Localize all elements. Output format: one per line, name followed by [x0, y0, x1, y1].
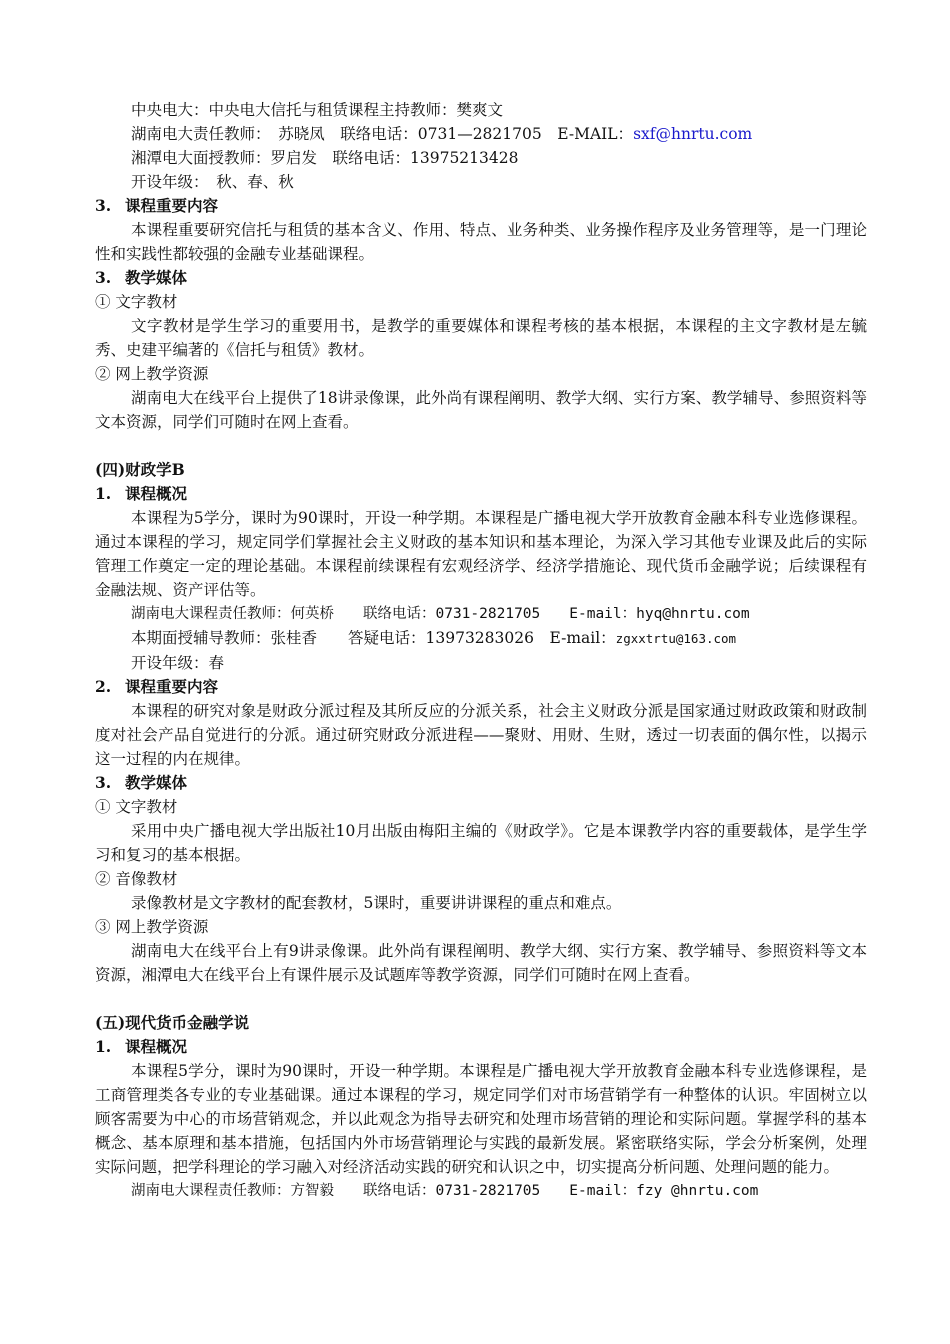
- contact-line-responsible: [95, 1179, 867, 1203]
- heading-course-content: [95, 194, 867, 218]
- media-item-text-material: ① 文字教材: [95, 798, 178, 816]
- paragraph-av-material: 录像教材是文字教材的配套教材，5课时，重要讲讲课程的重点和难点。: [131, 894, 622, 912]
- email-text: fzy @hnrtu.com: [636, 1183, 759, 1199]
- teacher-line-xiangtan: 湘潭电大面授教师：罗启发 联络电话：13975213428: [131, 149, 519, 167]
- paragraph-text-material: 文字教材是学生学习的重要用书，是教学的重要媒体和课程考核的基本根据，本课程的主文字教材是左毓秀、史建平编著的《信托与租赁》教材。: [95, 317, 867, 359]
- heading-course-overview: [95, 482, 867, 506]
- email-text: hyq@hnrtu.com: [636, 606, 750, 622]
- document-body: [95, 98, 867, 1203]
- grade-line: 开设年级： 秋、春、秋: [131, 173, 294, 191]
- paragraph-online-resources: 湖南电大在线平台上提供了18讲录像课，此外尚有课程阐明、教学大纲、实行方案、教学辅导、参照资料等文本资源，同学们可随时在网上查看。: [95, 389, 867, 431]
- paragraph-text-material: 采用中央广播电视大学出版社10月出版由梅阳主编的《财政学》。它是本课教学内容的重要载体，是学生学习和复习的基本根据。: [95, 822, 867, 864]
- heading-text: 教学媒体: [125, 773, 188, 792]
- teacher-line-hunan: [95, 122, 867, 146]
- contact-text: 本期面授辅导教师：张桂香 答疑电话：13973283026 E-mail：: [131, 629, 616, 647]
- heading-number: 1.: [95, 484, 112, 503]
- heading-number: 3.: [95, 268, 112, 287]
- paragraph-course-overview: 本课程5学分，课时为90课时，开设一种学期。本课程是广播电视大学开放教育金融本科专业选修课程，是工商管理类各专业的专业基础课。通过本课程的学习，规定同学们对市场营销学有一种整体的认识。牢固树立以顾客需要为中心的市场营销观念，并以此观念为指导去研究和处理市场营销的理论和实际问题。掌握学科的基本概念、基本原理和基本措施，包括国内外市场营销理论与实践的最新发展。紧密联络实际，学会分析案例，处理实际问题，把学科理论的学习融入对经济活动实践的研究和认识之中，切实提高分析问题、处理问题的能力。: [95, 1062, 867, 1176]
- heading-number: 3.: [95, 773, 112, 792]
- contact-text: 湖南电大课程责任教师：方智毅 联络电话：0731-2821705 E-mail：: [131, 1183, 637, 1199]
- heading-text: 课程重要内容: [125, 677, 219, 696]
- heading-course-content: [95, 675, 867, 699]
- section-title-public-finance: (四)财政学B: [95, 460, 185, 479]
- heading-text: 教学媒体: [125, 268, 188, 287]
- teacher-line-central: 中央电大：中央电大信托与租赁课程主持教师：樊爽文: [131, 101, 504, 119]
- paragraph-course-content: 本课程的研究对象是财政分派过程及其所反应的分派关系，社会主义财政分派是国家通过财政政策和财政制度对社会产品自觉进行的分派。通过研究财政分派进程——聚财、用财、生财，透过一切表面的偶尔性，以揭示这一过程的内在规律。: [95, 702, 867, 768]
- heading-number: 1.: [95, 1037, 112, 1056]
- heading-teaching-media: [95, 771, 867, 795]
- contact-line-responsible: [95, 602, 867, 626]
- heading-teaching-media: [95, 266, 867, 290]
- heading-text: 课程概况: [125, 484, 188, 503]
- heading-text: 课程重要内容: [125, 196, 219, 215]
- paragraph-course-overview: 本课程为5学分，课时为90课时，开设一种学期。本课程是广播电视大学开放教育金融本科专业选修课程。通过本课程的学习，规定同学们掌握社会主义财政的基本知识和基本理论，为深入学习其他专业课及此后的实际管理工作奠定一定的理论基础。本课程前续课程有宏观经济学、经济学措施论、现代货币金融学说；后续课程有金融法规、资产评估等。: [95, 509, 867, 599]
- section-title-monetary-theory: (五)现代货币金融学说: [95, 1013, 250, 1032]
- paragraph-course-content: 本课程重要研究信托与租赁的基本含义、作用、特点、业务种类、业务操作程序及业务管理等，是一门理论性和实践性都较强的金融专业基础课程。: [95, 221, 867, 263]
- media-item-text-material: ① 文字教材: [95, 293, 178, 311]
- heading-course-overview: [95, 1035, 867, 1059]
- grade-line: 开设年级：春: [131, 654, 225, 672]
- contact-text: 湖南电大课程责任教师：何英桥 联络电话：0731-2821705 E-mail：: [131, 606, 637, 622]
- media-item-online-resources: ③ 网上教学资源: [95, 918, 209, 936]
- media-item-av-material: ② 音像教材: [95, 870, 178, 888]
- heading-number: 3.: [95, 196, 112, 215]
- contact-line-tutor: [95, 626, 867, 651]
- spacer: [95, 987, 867, 1011]
- teacher-hunan-text: 湖南电大责任教师： 苏晓凤 联络电话：0731—2821705 E-MAIL：: [131, 125, 634, 143]
- heading-text: 课程概况: [125, 1037, 188, 1056]
- media-item-online-resources: ② 网上教学资源: [95, 365, 209, 383]
- paragraph-online-resources: 湖南电大在线平台上有9讲录像课。此外尚有课程阐明、教学大纲、实行方案、教学辅导、参照资料等文本资源，湘潭电大在线平台上有课件展示及试题库等教学资源，同学们可随时在网上查看。: [95, 942, 867, 984]
- heading-number: 2.: [95, 677, 112, 696]
- spacer: [95, 434, 867, 458]
- email-link[interactable]: sxf@hnrtu.com: [633, 125, 753, 143]
- email-text: zgxxtrtu@163.com: [615, 631, 737, 646]
